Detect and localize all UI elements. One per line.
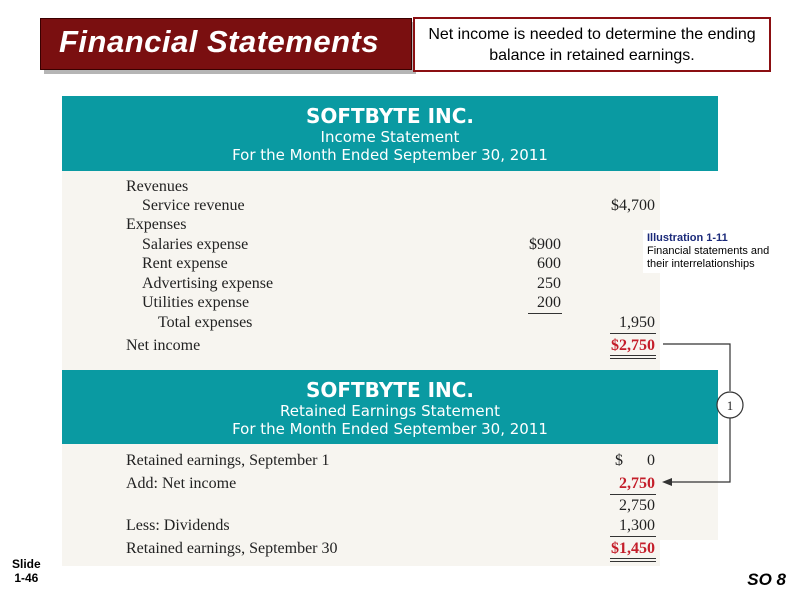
dividends-value: 1,300 xyxy=(619,517,655,534)
slide-number xyxy=(12,557,41,585)
total-expenses-value: 1,950 xyxy=(619,314,655,331)
illustration-line: Financial statements and xyxy=(647,245,770,257)
slide-title: Financial Statements xyxy=(59,24,380,59)
statement-period: For the Month Ended September 30, 2011 xyxy=(232,146,548,164)
expense-value: 250 xyxy=(537,275,561,292)
add-net-income-label: Add: Net income xyxy=(126,475,237,492)
revenues-label: Revenues xyxy=(126,178,189,195)
opening-balance-label: Retained earnings, September 1 xyxy=(126,452,330,469)
opening-balance-value: $ 0 xyxy=(615,452,655,469)
closing-balance-label: Retained earnings, September 30 xyxy=(126,540,338,557)
net-income-value: $2,750 xyxy=(611,337,655,354)
expenses-label: Expenses xyxy=(126,216,187,233)
expense-value: 600 xyxy=(537,255,561,272)
dividends-label: Less: Dividends xyxy=(126,517,230,534)
illustration-heading: Illustration 1-11 xyxy=(647,232,728,244)
statement-period: For the Month Ended September 30, 2011 xyxy=(232,420,548,438)
connector-line-bottom xyxy=(668,418,730,482)
closing-balance-value: $1,450 xyxy=(611,540,655,557)
illustration-line: their interrelationships xyxy=(647,258,755,270)
add-net-income-value: 2,750 xyxy=(619,475,655,492)
slide-label: Slide xyxy=(12,557,41,571)
expense-value: 200 xyxy=(537,294,561,311)
total-expenses-label: Total expenses xyxy=(158,314,253,331)
expense-label: Rent expense xyxy=(142,255,228,272)
statement-name: Retained Earnings Statement xyxy=(279,402,501,420)
study-objective: SO 8 xyxy=(747,570,786,589)
callout-note: Net income is needed to determine the ending balance in retained earnings. xyxy=(413,17,771,72)
expense-label: Advertising expense xyxy=(142,275,274,292)
expense-label: Utilities expense xyxy=(142,294,250,311)
net-income-label: Net income xyxy=(126,337,201,354)
illustration-caption xyxy=(643,230,793,273)
connector-marker-label: 1 xyxy=(726,398,734,413)
expense-label: Salaries expense xyxy=(142,236,249,253)
subtotal-value: 2,750 xyxy=(619,497,655,514)
slide-number-value: 1-46 xyxy=(14,571,39,585)
statement-name: Income Statement xyxy=(320,128,460,146)
company-name: SOFTBYTE INC. xyxy=(305,378,475,402)
service-revenue-label: Service revenue xyxy=(142,197,245,214)
service-revenue-value: $4,700 xyxy=(611,197,655,214)
connector-arrowhead xyxy=(662,478,672,486)
connector-line-top xyxy=(663,344,730,391)
expense-value: $900 xyxy=(529,236,561,253)
company-name: SOFTBYTE INC. xyxy=(305,104,475,128)
